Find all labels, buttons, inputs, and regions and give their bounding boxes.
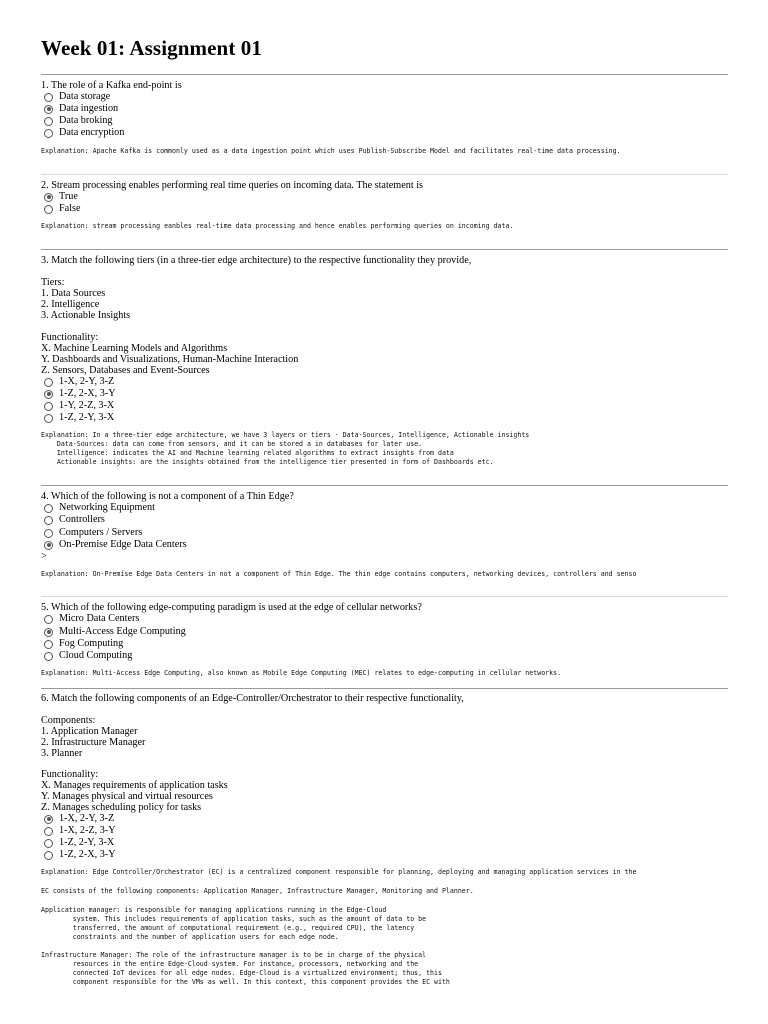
radio-icon[interactable]	[44, 851, 53, 860]
tier-item: 2. Intelligence	[41, 299, 100, 310]
divider	[41, 688, 728, 689]
q5-option-3[interactable]: Fog Computing	[44, 638, 123, 650]
radio-icon[interactable]	[44, 205, 53, 214]
radio-icon[interactable]	[44, 529, 53, 538]
divider	[41, 174, 728, 175]
radio-selected-icon[interactable]	[44, 105, 53, 114]
q1-option-1[interactable]: Data storage	[44, 91, 110, 103]
functionality-item: Z. Manages scheduling policy for tasks	[41, 802, 202, 813]
radio-selected-icon[interactable]	[44, 815, 53, 824]
divider	[41, 74, 728, 75]
q5-option-1[interactable]: Micro Data Centers	[44, 613, 139, 625]
q3-option-1[interactable]: 1-X, 2-Y, 3-Z	[44, 376, 114, 388]
q6-option-2[interactable]: 1-X, 2-Z, 3-Y	[44, 825, 116, 837]
q3-option-4[interactable]: 1-Z, 2-Y, 3-X	[44, 412, 114, 424]
q4-explanation: Explanation: On-Premise Edge Data Centers in not a component of Thin Edge. The thin edge contains computers, networking devices, controllers and senso	[41, 570, 637, 578]
q5-option-4[interactable]: Cloud Computing	[44, 650, 132, 662]
radio-selected-icon[interactable]	[44, 390, 53, 399]
q6-explanation-line: system. This includes requirements of application tasks, such as the amount of data to be	[41, 915, 427, 923]
q3-explanation-line: Intelligence: indicates the AI and Machine learning related algorithms to extract insights from data	[41, 449, 454, 457]
component-item: 3. Planner	[41, 748, 83, 759]
radio-icon[interactable]	[44, 516, 53, 525]
question-2-text: 2. Stream processing enables performing real time queries on incoming data. The statement is	[41, 180, 424, 191]
radio-icon[interactable]	[44, 652, 53, 661]
q6-explanation-line: component responsible for the VMs as well. In this context, this component provides the EC with	[41, 978, 450, 986]
functionality-item: X. Manages requirements of application tasks	[41, 780, 228, 791]
functionality-item: X. Machine Learning Models and Algorithms	[41, 343, 228, 354]
q6-explanation-line: Infrastructure Manager: The role of the infrastructure manager is to be in charge of the physical	[41, 951, 427, 959]
question-3-text: 3. Match the following tiers (in a three-tier edge architecture) to the respective functionality they provide,	[41, 255, 472, 266]
functionality-label: Functionality:	[41, 332, 99, 343]
divider	[41, 485, 728, 486]
q1-option-3[interactable]: Data broking	[44, 115, 112, 127]
q2-option-2[interactable]: False	[44, 203, 81, 215]
radio-icon[interactable]	[44, 402, 53, 411]
q2-option-1[interactable]: True	[44, 191, 78, 203]
radio-icon[interactable]	[44, 640, 53, 649]
radio-icon[interactable]	[44, 839, 53, 848]
divider	[41, 249, 728, 250]
tiers-label: Tiers:	[41, 277, 65, 288]
radio-selected-icon[interactable]	[44, 628, 53, 637]
question-4-text: 4. Which of the following is not a component of a Thin Edge?	[41, 491, 294, 502]
q4-option-2[interactable]: Controllers	[44, 514, 105, 526]
radio-icon[interactable]	[44, 504, 53, 513]
page-title: Week 01: Assignment 01	[41, 36, 262, 60]
q6-explanation-line: constraints and the number of application users for each edge node.	[41, 933, 339, 941]
stray-character: >	[41, 551, 47, 562]
q6-option-1[interactable]: 1-X, 2-Y, 3-Z	[44, 813, 114, 825]
functionality-item: Y. Dashboards and Visualizations, Human-Machine Interaction	[41, 354, 299, 365]
q6-explanation-line: connected IoT devices for all edge nodes. Edge-Cloud is a virtualized environment; thus, this	[41, 969, 442, 977]
q6-explanation: EC consists of the following components: Application Manager, Infrastructure Manager, Monitoring and Planner.	[41, 887, 474, 895]
q1-explanation: Explanation: Apache Kafka is commonly used as a data ingestion point which uses Publish-Subscribe Model and facilitates real-time data processing.	[41, 147, 621, 155]
functionality-item: Z. Sensors, Databases and Event-Sources	[41, 365, 210, 376]
q1-option-2[interactable]: Data ingestion	[44, 103, 118, 115]
q6-option-4[interactable]: 1-Z, 2-X, 3-Y	[44, 849, 116, 861]
question-5-text: 5. Which of the following edge-computing paradigm is used at the edge of cellular networks?	[41, 602, 422, 613]
q5-option-2[interactable]: Multi-Access Edge Computing	[44, 626, 186, 638]
radio-icon[interactable]	[44, 615, 53, 624]
radio-icon[interactable]	[44, 378, 53, 387]
component-item: 2. Infrastructure Manager	[41, 737, 146, 748]
q4-option-1[interactable]: Networking Equipment	[44, 502, 155, 514]
divider	[41, 596, 728, 597]
q3-option-3[interactable]: 1-Y, 2-Z, 3-X	[44, 400, 114, 412]
q6-explanation-line: Application manager: is responsible for managing applications running in the Edge-Cloud	[41, 906, 387, 914]
radio-icon[interactable]	[44, 414, 53, 423]
radio-icon[interactable]	[44, 93, 53, 102]
tier-item: 1. Data Sources	[41, 288, 106, 299]
q4-option-4[interactable]: On-Premise Edge Data Centers	[44, 539, 187, 551]
question-6-text: 6. Match the following components of an Edge-Controller/Orchestrator to their respective functionality,	[41, 693, 464, 704]
q6-explanation-line: transferred, the amount of computational requirement (e.g., required CPU), the latency	[41, 924, 415, 932]
q3-explanation-line: Explanation: In a three-tier edge architecture, we have 3 layers or tiers - Data-Sources, Intelligence, Actionable insights	[41, 431, 530, 439]
q3-explanation-line: Data-Sources: data can come from sensors, and it can be stored a in databases for later use.	[41, 440, 423, 448]
q3-option-2[interactable]: 1-Z, 2-X, 3-Y	[44, 388, 116, 400]
tier-item: 3. Actionable Insights	[41, 310, 131, 321]
components-label: Components:	[41, 715, 96, 726]
q2-explanation: Explanation: stream processing eanbles real-time data processing and hence enables performing queries on incoming data.	[41, 222, 514, 230]
question-1-text: 1. The role of a Kafka end-point is	[41, 80, 182, 91]
functionality-label: Functionality:	[41, 769, 99, 780]
q6-option-3[interactable]: 1-Z, 2-Y, 3-X	[44, 837, 114, 849]
q4-option-3[interactable]: Computers / Servers	[44, 527, 142, 539]
functionality-item: Y. Manages physical and virtual resources	[41, 791, 213, 802]
radio-selected-icon[interactable]	[44, 193, 53, 202]
q1-option-4[interactable]: Data encryption	[44, 127, 124, 139]
radio-icon[interactable]	[44, 117, 53, 126]
q5-explanation: Explanation: Multi-Access Edge Computing, also known as Mobile Edge Computing (MEC) relates to edge-computing in cellular networks.	[41, 669, 562, 677]
radio-icon[interactable]	[44, 827, 53, 836]
radio-icon[interactable]	[44, 129, 53, 138]
radio-selected-icon[interactable]	[44, 541, 53, 550]
q6-explanation: Explanation: Edge Controller/Orchestrator (EC) is a centralized component responsible for planning, deploying and managing application services in the	[41, 868, 637, 876]
q6-explanation-line: resources in the entire Edge-Cloud system. For instance, processors, networking and the	[41, 960, 419, 968]
q3-explanation-line: Actionable insights: are the insights obtained from the intelligence tier presented in form of Dashboards etc.	[41, 458, 494, 466]
component-item: 1. Application Manager	[41, 726, 138, 737]
